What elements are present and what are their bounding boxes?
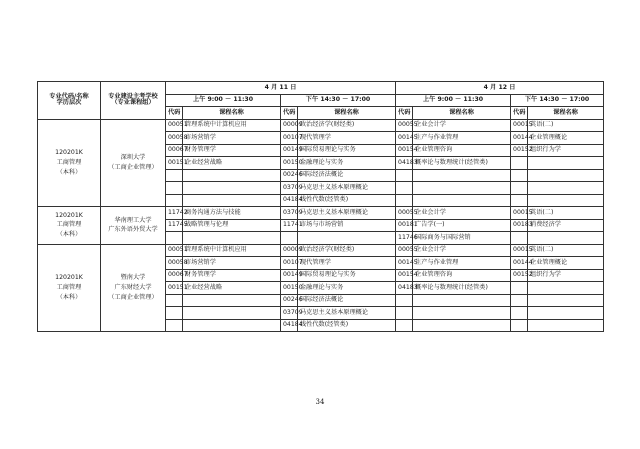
course-name xyxy=(183,194,281,207)
page-number: 34 xyxy=(315,398,325,406)
course-code: 00151 xyxy=(166,282,183,295)
major-cell xyxy=(38,244,101,332)
major-line: 工商管理 xyxy=(56,221,82,229)
major-line: 工商管理 xyxy=(56,283,82,291)
header-school xyxy=(101,82,166,120)
course-code: 00058 xyxy=(166,257,183,270)
major-line: （本科） xyxy=(56,168,82,176)
course-code: 00055 xyxy=(396,119,413,132)
course-name: 财务管理学 xyxy=(183,269,281,282)
course-code: 00246 xyxy=(281,294,298,307)
course-name: 组织行为学 xyxy=(528,144,604,157)
header-row-date xyxy=(38,82,604,95)
col-code-4: 代码 xyxy=(511,107,528,120)
course-code: 00015 xyxy=(511,244,528,257)
course-name: 政治经济学(财经类) xyxy=(298,119,396,132)
school-line: （工商企业管理） xyxy=(108,163,158,171)
major-cell xyxy=(38,207,101,245)
course-name xyxy=(528,282,604,295)
header-course-group: （专业课程组） xyxy=(111,99,155,107)
course-code xyxy=(511,282,528,295)
major-cell xyxy=(38,119,101,207)
course-name xyxy=(528,169,604,182)
course-name: 市场营销学 xyxy=(183,132,281,145)
course-code: 00145 xyxy=(396,257,413,270)
course-name: 生产与作业管理 xyxy=(413,257,511,270)
header-am2: 上午 9:00 － 11:30 xyxy=(396,94,511,107)
col-code-2: 代码 xyxy=(281,107,298,120)
course-code: 00009 xyxy=(281,244,298,257)
course-name: 马克思主义基本原理概论 xyxy=(298,182,396,195)
course-name: 管理系统中计算机应用 xyxy=(183,244,281,257)
course-code xyxy=(511,182,528,195)
school-line: （工商企业管理） xyxy=(108,293,158,301)
course-name: 企业管理咨询 xyxy=(413,269,511,282)
course-name: 国际贸易理论与实务 xyxy=(298,269,396,282)
school-line: 深圳大学 xyxy=(120,154,146,162)
course-name xyxy=(528,157,604,170)
course-name: 马克思主义基本原理概论 xyxy=(298,307,396,320)
course-code: 00154 xyxy=(396,269,413,282)
course-code: 00055 xyxy=(396,207,413,220)
course-code: 00150 xyxy=(281,282,298,295)
course-name: 国际商务与国际营销 xyxy=(413,232,511,245)
course-code xyxy=(511,157,528,170)
course-name: 管理系统中计算机应用 xyxy=(183,119,281,132)
table-row xyxy=(38,244,604,257)
col-code-3: 代码 xyxy=(396,107,413,120)
course-name: 政治经济学(财经类) xyxy=(298,244,396,257)
course-name: 企业经营战略 xyxy=(183,282,281,295)
course-code xyxy=(396,319,413,332)
course-name: 企业会计学 xyxy=(413,207,511,220)
course-name: 现代管理学 xyxy=(298,257,396,270)
course-code: 00055 xyxy=(396,244,413,257)
header-pm2: 下午 14:30 － 17:00 xyxy=(511,94,604,107)
course-code: 00152 xyxy=(511,144,528,157)
major-line: 120201K xyxy=(55,149,83,157)
course-name xyxy=(528,294,604,307)
course-name: 企业管理概论 xyxy=(528,132,604,145)
col-code-1: 代码 xyxy=(166,107,183,120)
school-line: 华南理工大学 xyxy=(114,216,152,224)
course-code: 00015 xyxy=(511,119,528,132)
course-name xyxy=(528,182,604,195)
course-code: 00151 xyxy=(166,157,183,170)
course-code: 00015 xyxy=(511,207,528,220)
course-code: 11745 xyxy=(166,219,183,232)
course-code: 00051 xyxy=(166,244,183,257)
course-code xyxy=(166,319,183,332)
course-name: 企业会计学 xyxy=(413,119,511,132)
course-code: 00051 xyxy=(166,119,183,132)
major-line: （本科） xyxy=(56,293,82,301)
course-code xyxy=(396,307,413,320)
course-name: 英语(二) xyxy=(528,244,604,257)
course-name xyxy=(183,319,281,332)
course-code: 03709 xyxy=(281,207,298,220)
course-code xyxy=(281,232,298,245)
course-code: 00149 xyxy=(281,269,298,282)
course-code xyxy=(166,307,183,320)
course-code: 00107 xyxy=(281,257,298,270)
course-name: 金融理论与实务 xyxy=(298,282,396,295)
course-code: 00067 xyxy=(166,144,183,157)
course-name: 企业管理咨询 xyxy=(413,144,511,157)
course-code: 00246 xyxy=(281,169,298,182)
school-line: 广东外语外贸大学 xyxy=(108,226,158,234)
course-name xyxy=(183,182,281,195)
course-code: 11742 xyxy=(166,207,183,220)
course-code xyxy=(511,319,528,332)
course-code: 00067 xyxy=(166,269,183,282)
course-name xyxy=(413,194,511,207)
course-code xyxy=(166,169,183,182)
course-code xyxy=(166,182,183,195)
course-code: 00154 xyxy=(396,144,413,157)
course-name: 消费经济学 xyxy=(528,219,604,232)
school-line: 广东财经大学 xyxy=(114,283,152,291)
course-code: 00181 xyxy=(396,219,413,232)
exam-schedule-table xyxy=(37,81,604,332)
course-code: 00183 xyxy=(511,219,528,232)
course-code: 00058 xyxy=(166,132,183,145)
course-code: 11746 xyxy=(396,232,413,245)
course-name: 企业管理概论 xyxy=(528,257,604,270)
course-name: 概率论与数理统计(经管类) xyxy=(413,282,511,295)
course-name: 企业会计学 xyxy=(413,244,511,257)
course-name: 金融理论与实务 xyxy=(298,157,396,170)
course-name xyxy=(298,232,396,245)
course-name: 英语(二) xyxy=(528,119,604,132)
course-code: 00150 xyxy=(281,157,298,170)
course-name xyxy=(183,232,281,245)
course-name: 国际经济法概论 xyxy=(298,169,396,182)
course-code xyxy=(511,169,528,182)
header-day2: 4 月 12 日 xyxy=(396,82,604,95)
course-code xyxy=(396,169,413,182)
header-am1: 上午 9:00 － 11:30 xyxy=(166,94,281,107)
major-line: （本科） xyxy=(56,231,82,239)
course-name: 概率论与数理统计(经管类) xyxy=(413,157,511,170)
col-name-4: 课程名称 xyxy=(528,107,604,120)
course-code xyxy=(511,307,528,320)
school-cell xyxy=(101,207,166,245)
course-name: 国际贸易理论与实务 xyxy=(298,144,396,157)
course-name: 线性代数(经管类) xyxy=(298,319,396,332)
course-name xyxy=(413,294,511,307)
course-name: 商务沟通方法与技能 xyxy=(183,207,281,220)
course-code xyxy=(166,194,183,207)
major-line: 工商管理 xyxy=(56,158,82,166)
course-name: 马克思主义基本原理概论 xyxy=(298,207,396,220)
course-name xyxy=(413,169,511,182)
header-pm1: 下午 14:30 － 17:00 xyxy=(281,94,396,107)
course-name xyxy=(183,294,281,307)
course-code: 00152 xyxy=(511,269,528,282)
school-cell xyxy=(101,244,166,332)
course-code: 00009 xyxy=(281,119,298,132)
header-day1: 4 月 11 日 xyxy=(166,82,396,95)
header-major-code: 专业代码/名称 xyxy=(49,93,89,101)
course-name: 组织行为学 xyxy=(528,269,604,282)
course-code: 04184 xyxy=(281,194,298,207)
course-code: 04184 xyxy=(281,319,298,332)
course-code: 00144 xyxy=(511,132,528,145)
course-code xyxy=(511,194,528,207)
major-line: 120201K xyxy=(55,211,83,219)
course-name: 现代管理学 xyxy=(298,132,396,145)
course-code xyxy=(166,232,183,245)
header-level: 学历层次 xyxy=(56,99,82,107)
course-name xyxy=(528,194,604,207)
course-name xyxy=(528,319,604,332)
course-code: 03709 xyxy=(281,307,298,320)
course-name xyxy=(528,232,604,245)
course-code: 00144 xyxy=(511,257,528,270)
course-name xyxy=(413,182,511,195)
course-name: 市场营销学 xyxy=(183,257,281,270)
course-code: 04183 xyxy=(396,282,413,295)
course-name: 财务管理学 xyxy=(183,144,281,157)
course-code: 11741 xyxy=(281,219,298,232)
course-code: 00145 xyxy=(396,132,413,145)
col-name-2: 课程名称 xyxy=(298,107,396,120)
course-name xyxy=(528,307,604,320)
school-cell xyxy=(101,119,166,207)
course-code xyxy=(396,182,413,195)
course-code: 03709 xyxy=(281,182,298,195)
course-code xyxy=(511,232,528,245)
table-row xyxy=(38,119,604,132)
course-name: 线性代数(经管类) xyxy=(298,194,396,207)
course-code xyxy=(396,294,413,307)
course-code: 00149 xyxy=(281,144,298,157)
course-name: 国际经济法概论 xyxy=(298,294,396,307)
course-name xyxy=(183,169,281,182)
course-code xyxy=(396,194,413,207)
course-name: 英语(二) xyxy=(528,207,604,220)
school-line: 暨南大学 xyxy=(120,274,146,282)
course-name xyxy=(183,307,281,320)
major-line: 120201K xyxy=(55,274,83,282)
course-name: 广告学(一) xyxy=(413,219,511,232)
header-major xyxy=(38,82,101,120)
course-code: 04183 xyxy=(396,157,413,170)
course-name xyxy=(413,319,511,332)
course-name: 战略管理与伦理 xyxy=(183,219,281,232)
col-name-3: 课程名称 xyxy=(413,107,511,120)
course-name: 市场与市场营销 xyxy=(298,219,396,232)
col-name-1: 课程名称 xyxy=(183,107,281,120)
course-code xyxy=(511,294,528,307)
header-school-name: 专业建设主考学校 xyxy=(108,93,158,101)
course-code xyxy=(166,294,183,307)
table-row xyxy=(38,207,604,220)
course-name xyxy=(413,307,511,320)
course-name: 企业经营战略 xyxy=(183,157,281,170)
course-name: 生产与作业管理 xyxy=(413,132,511,145)
course-code: 00107 xyxy=(281,132,298,145)
